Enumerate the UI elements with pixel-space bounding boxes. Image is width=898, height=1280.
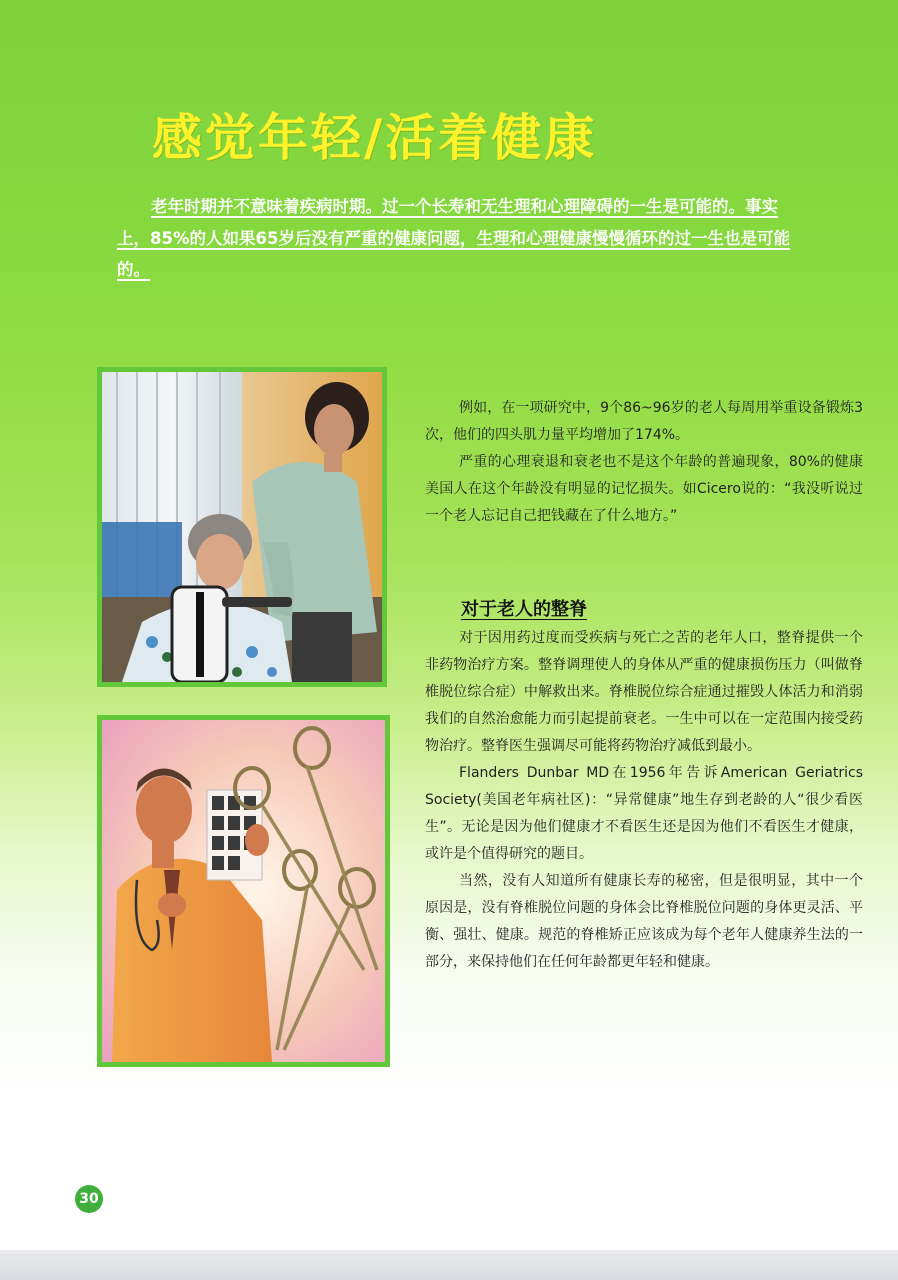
intro-paragraph: [117, 191, 793, 286]
chiropractic-paragraph: 对于因用药过度而受疾病与死亡之苦的老年人口，整脊提供一个非药物治疗方案。整脊调理使人的身体从严重的健康损伤压力（叫做脊椎脱位综合症）中解救出来。脊椎脱位综合症通过摧毁人体活力和消弱我们的自然治愈能力而引起提前衰老。一生中可以在一定范围内接受药物治疗。整脊医生强调尽可能将药物治疗减低到最小。: [425, 630, 863, 754]
column-section-text: [425, 625, 863, 976]
dunbar-paragraph: Flanders Dunbar MD在1956年告诉American Geriatrics Society(美国老年病社区)：“异常健康”地生存到老龄的人“很少看医生”。无论是因为他们健康才不看医生还是因为他们不看医生才健康，或许是个值得研究的题目。: [425, 765, 863, 862]
page-edge: [0, 1250, 898, 1280]
memory-paragraph: 严重的心理衰退和衰老也不是这个年龄的普遍现象，80%的健康美国人在这个年龄没有明显的记忆损失。如Cicero说的：“我没听说过一个老人忘记自己把钱藏在了什么地方。”: [425, 454, 863, 524]
page-title: 感觉年轻/活着健康: [152, 109, 598, 167]
intro-text: 老年时期并不意味着疾病时期。过一个长寿和无生理和心理障碍的一生是可能的。事实上，85%的人如果65岁后没有严重的健康问题，生理和心理健康慢慢循环的过一生也是可能的。: [117, 197, 790, 279]
study-paragraph: 例如，在一项研究中，9个86~96岁的老人每周用举重设备锻炼3次，他们的四头肌力量平均增加了174%。: [425, 400, 863, 443]
doctor-instruments-photo: [97, 715, 390, 1067]
section-heading: 对于老人的整脊: [461, 599, 587, 620]
elderly-exercise-photo: [97, 367, 387, 687]
page-number-badge: 30: [75, 1185, 103, 1213]
column-top-text: [425, 395, 863, 530]
conclusion-paragraph: 当然，没有人知道所有健康长寿的秘密，但是很明显，其中一个原因是，没有脊椎脱位问题的身体会比脊椎脱位问题的身体更灵活、平衡、强壮、健康。规范的脊椎矫正应该成为每个老年人健康养生法的一部分，来保持他们在任何年龄都更年轻和健康。: [425, 873, 863, 970]
